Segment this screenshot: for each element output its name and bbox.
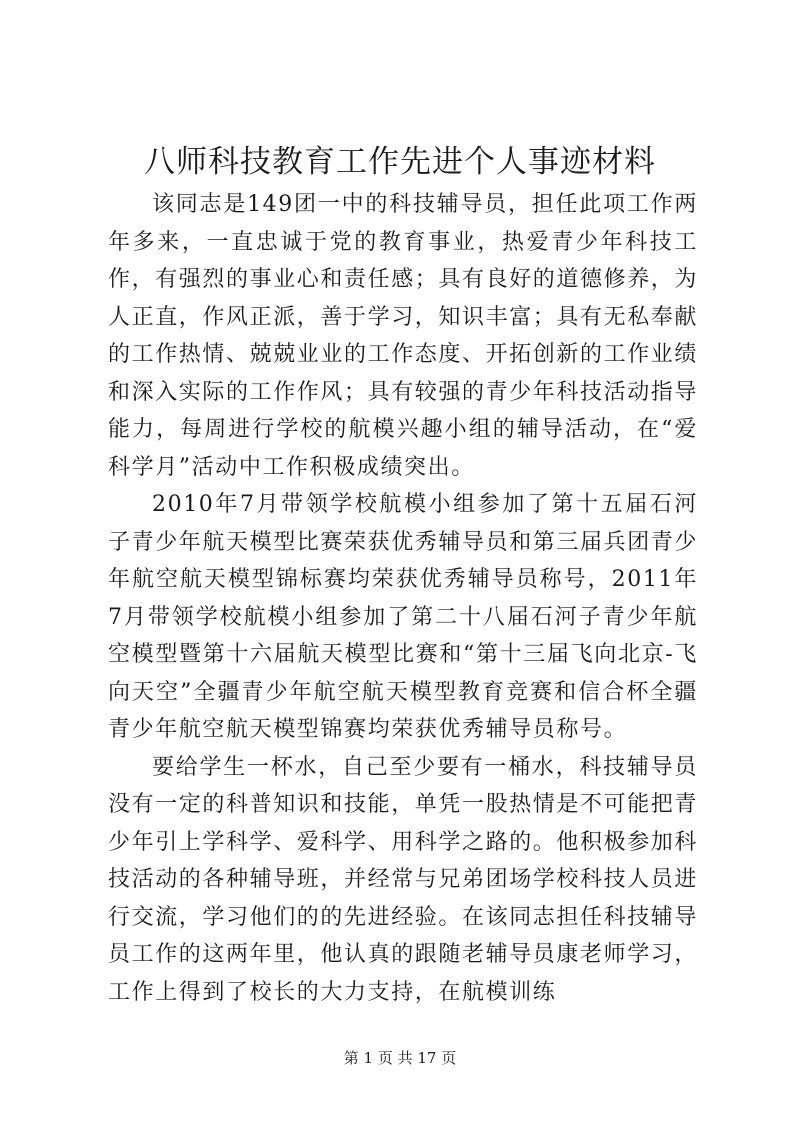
document-body <box>108 186 698 1011</box>
page-number-footer: 第 1 页 共 17 页 <box>343 1049 457 1067</box>
paragraph-1: 该同志是149团一中的科技辅导员，担任此项工作两年多来，一直忠诚于党的教育事业，热爱青少年科技工作，有强烈的事业心和责任感；具有良好的道德修养，为人正直，作风正派，善于学习，知识丰富；具有无私奉献的工作热情、兢兢业业的工作态度、开拓创新的工作业绩和深入实际的工作作风；具有较强的青少年科技活动指导能力，每周进行学校的航模兴趣小组的辅导活动，在“爱科学月”活动中工作积极成绩突出。 <box>108 192 699 480</box>
paragraph-3: 要给学生一杯水，自己至少要有一桶水，科技辅导员没有一定的科普知识和技能，单凭一股热情是不可能把青少年引上学科学、爱科学、用科学之路的。他积极参加科技活动的各种辅导班，并经常与兄弟团场学校科技人员进行交流，学习他们的的先进经验。在该同志担任科技辅导员工作的这两年里，他认真的跟随老辅导员康老师学习，工作上得到了校长的大力支持，在航模训练 <box>108 754 699 1005</box>
document-title: 八师科技教育工作先进个人事迹材料 <box>144 144 656 180</box>
paragraph-2: 2010年7月带领学校航模小组参加了第十五届石河子青少年航天模型比赛荣获优秀辅导员和第三届兵团青少年航空航天模型锦标赛均荣获优秀辅导员称号，2011年7月带领学校航模小组参加了第二十八届石河子青少年航空模型暨第十六届航天模型比赛和“第十三届飞向北京-飞向天空”全疆青少年航空航天模型教育竞赛和信合杯全疆青少年航空航天模型锦赛均荣获优秀辅导员称号。 <box>108 492 699 742</box>
